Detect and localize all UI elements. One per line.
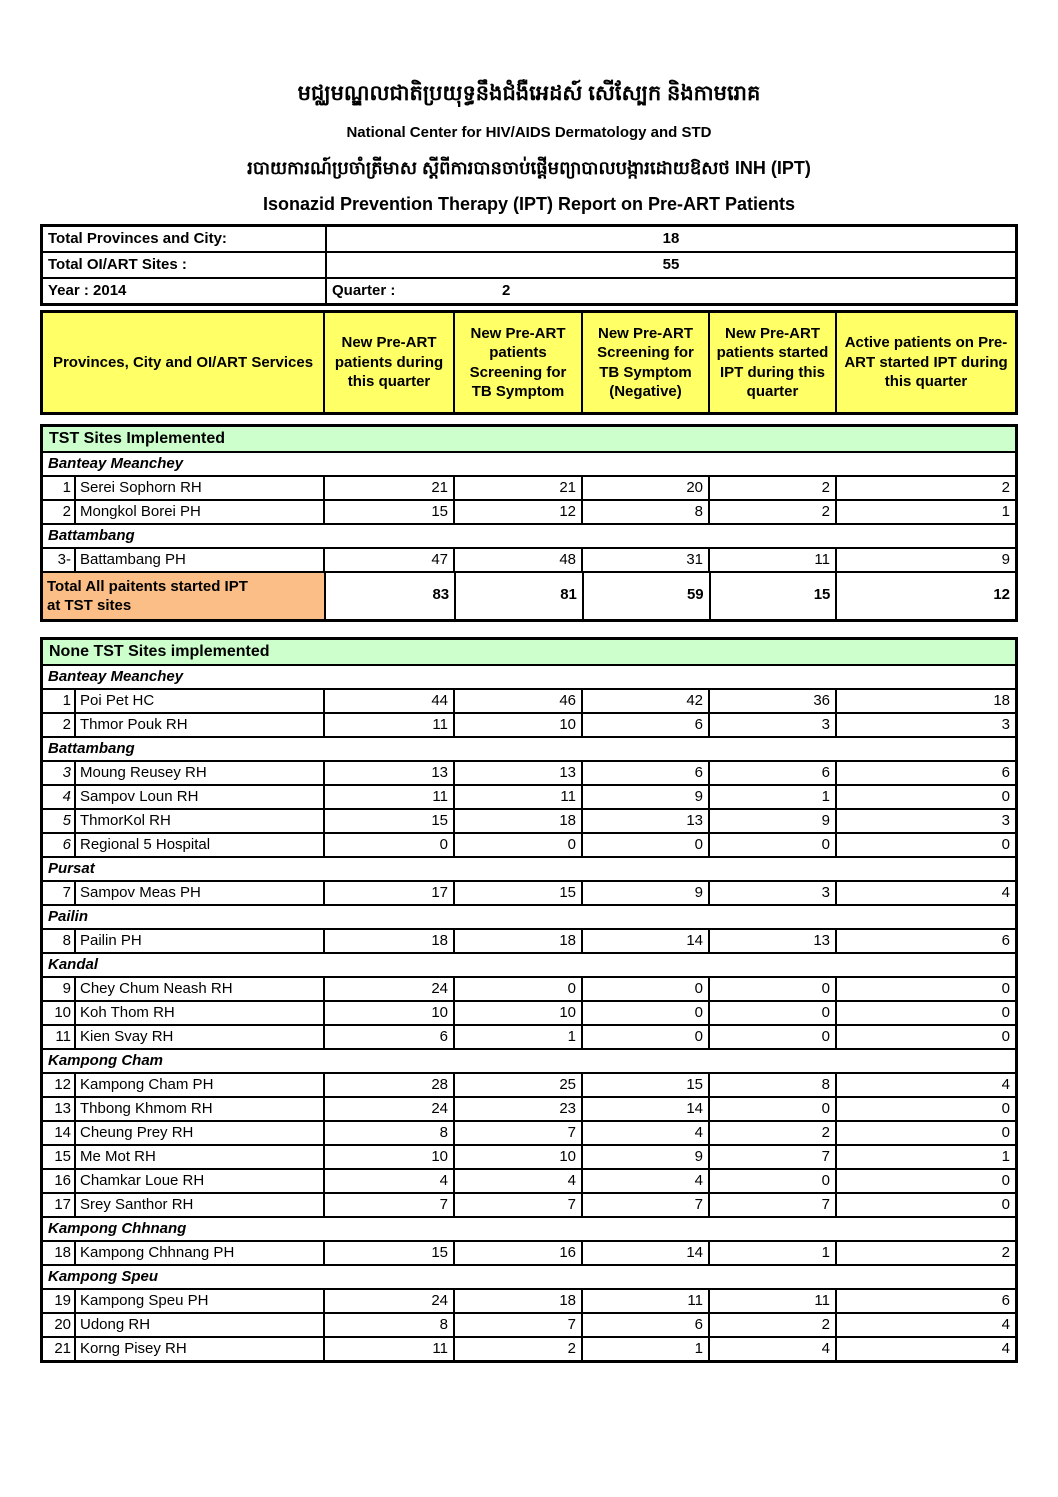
province-row: Pailin <box>43 906 1015 930</box>
province-row: Banteay Meanchey <box>43 453 1015 477</box>
value-cell: 9 <box>583 882 710 904</box>
value-cell: 0 <box>1001 836 1010 853</box>
column-header-active-ipt: Active patients on Pre-ART started IPT during this quarter <box>844 334 1008 391</box>
section-header: TST Sites Implemented <box>43 427 1015 453</box>
row-number: 5 <box>43 810 76 832</box>
value-cell: 0 <box>710 978 837 1000</box>
site-name: Kien Svay RH <box>76 1026 325 1048</box>
year-label: Year : 2014 <box>43 279 327 303</box>
value-cell: 14 <box>583 1242 710 1264</box>
value-cell: 14 <box>583 930 710 952</box>
site-name: Kampong Cham PH <box>76 1074 325 1096</box>
value-cell: 13 <box>455 762 583 784</box>
site-name: Cheung Prey RH <box>76 1122 325 1144</box>
total-provinces-value: 18 <box>662 230 680 247</box>
column-header-new-patients: New Pre-ART patients during this quarter <box>325 313 455 412</box>
table-row <box>43 1002 1015 1026</box>
province-row: Kandal <box>43 954 1015 978</box>
value-cell: 18 <box>993 692 1010 709</box>
total-value-cell: 81 <box>456 573 584 619</box>
value-cell: 6 <box>710 762 837 784</box>
summary-table <box>40 224 1018 306</box>
row-number: 18 <box>43 1242 76 1264</box>
table-row <box>43 690 1015 714</box>
table-row <box>43 1242 1015 1266</box>
row-number: 16 <box>43 1170 76 1192</box>
value-cell: 21 <box>325 477 455 499</box>
value-cell: 15 <box>455 882 583 904</box>
value-cell: 0 <box>1001 1100 1010 1117</box>
province-row: Kampong Cham <box>43 1050 1015 1074</box>
table-column-headers <box>40 310 1018 415</box>
report-sections <box>40 424 1018 1363</box>
value-cell: 4 <box>1001 1340 1010 1357</box>
value-cell: 1 <box>1001 1148 1010 1165</box>
value-cell: 7 <box>710 1146 837 1168</box>
value-cell: 23 <box>455 1098 583 1120</box>
row-number: 3 <box>43 762 76 784</box>
section-header: None TST Sites implemented <box>43 640 1015 666</box>
value-cell: 10 <box>325 1146 455 1168</box>
value-cell: 6 <box>1001 764 1010 781</box>
value-cell: 9 <box>710 810 837 832</box>
value-cell: 11 <box>325 786 455 808</box>
value-cell: 7 <box>455 1122 583 1144</box>
value-cell: 15 <box>325 1242 455 1264</box>
value-cell: 13 <box>710 930 837 952</box>
value-cell: 0 <box>1001 788 1010 805</box>
value-cell: 2 <box>710 477 837 499</box>
quarter-label: Quarter : <box>332 282 396 299</box>
value-cell: 0 <box>1001 1004 1010 1021</box>
value-cell: 48 <box>455 549 583 571</box>
total-sites-value: 55 <box>662 256 680 273</box>
site-name: Regional 5 Hospital <box>76 834 325 856</box>
column-header-screening: New Pre-ART patients Screening for TB Symptom <box>455 313 583 412</box>
site-name: Thmor Pouk RH <box>76 714 325 736</box>
value-cell: 3 <box>710 882 837 904</box>
value-cell: 2 <box>1001 1244 1010 1261</box>
table-row <box>43 810 1015 834</box>
row-number: 1 <box>43 690 76 712</box>
site-name: Sampov Meas PH <box>76 882 325 904</box>
table-row <box>43 1074 1015 1098</box>
value-cell: 2 <box>710 501 837 523</box>
value-cell: 0 <box>1001 1124 1010 1141</box>
report-title: Isonazid Prevention Therapy (IPT) Report on Pre-ART Patients <box>262 194 796 214</box>
value-cell: 2 <box>710 1122 837 1144</box>
value-cell: 1 <box>1001 503 1010 520</box>
value-cell: 6 <box>583 714 710 736</box>
table-row <box>43 978 1015 1002</box>
value-cell: 11 <box>325 1338 455 1360</box>
site-name: Srey Santhor RH <box>76 1194 325 1216</box>
table-row <box>43 1026 1015 1050</box>
row-number: 4 <box>43 786 76 808</box>
value-cell: 9 <box>1001 551 1010 568</box>
row-number: 3- <box>43 549 76 571</box>
site-name: Chey Chum Neash RH <box>76 978 325 1000</box>
value-cell: 13 <box>325 762 455 784</box>
total-value-cell: 12 <box>993 586 1010 603</box>
value-cell: 1 <box>710 1242 837 1264</box>
value-cell: 0 <box>710 1170 837 1192</box>
value-cell: 18 <box>455 930 583 952</box>
table-row <box>43 930 1015 954</box>
value-cell: 4 <box>583 1170 710 1192</box>
value-cell: 11 <box>710 1290 837 1312</box>
value-cell: 10 <box>455 1146 583 1168</box>
row-number: 2 <box>43 501 76 523</box>
value-cell: 18 <box>455 810 583 832</box>
table-row <box>43 1146 1015 1170</box>
value-cell: 13 <box>583 810 710 832</box>
value-cell: 0 <box>583 1002 710 1024</box>
row-number: 12 <box>43 1074 76 1096</box>
table-row <box>43 1170 1015 1194</box>
table-row <box>43 1194 1015 1218</box>
value-cell: 4 <box>710 1338 837 1360</box>
khmer-org-title: មជ្ឈមណ្ឌលជាតិប្រយុទ្ធនឹងជំងឺអេដស៍ សើស្បែក និងកាមរោគ <box>297 82 761 105</box>
value-cell: 8 <box>583 501 710 523</box>
site-name: Serei Sophorn RH <box>76 477 325 499</box>
quarter-cell <box>327 279 1015 303</box>
total-label-line2: at TST sites <box>47 597 132 614</box>
value-cell: 4 <box>583 1122 710 1144</box>
value-cell: 6 <box>583 762 710 784</box>
value-cell: 0 <box>583 978 710 1000</box>
value-cell: 47 <box>325 549 455 571</box>
value-cell: 0 <box>710 1026 837 1048</box>
table-row <box>43 477 1015 501</box>
table-row <box>43 714 1015 738</box>
site-name: Udong RH <box>76 1314 325 1336</box>
table-row <box>43 501 1015 525</box>
value-cell: 0 <box>1001 1196 1010 1213</box>
value-cell: 6 <box>325 1026 455 1048</box>
value-cell: 0 <box>1001 980 1010 997</box>
table-row <box>43 1314 1015 1338</box>
value-cell: 1 <box>455 1026 583 1048</box>
site-name: Koh Thom RH <box>76 1002 325 1024</box>
site-name: ThmorKol RH <box>76 810 325 832</box>
value-cell: 6 <box>1001 1292 1010 1309</box>
value-cell: 6 <box>1001 932 1010 949</box>
site-name: Kampong Speu PH <box>76 1290 325 1312</box>
site-name: Thbong Khmom RH <box>76 1098 325 1120</box>
site-name: Mongkol Borei PH <box>76 501 325 523</box>
table-row <box>43 1338 1015 1360</box>
value-cell: 8 <box>325 1314 455 1336</box>
value-cell: 14 <box>583 1098 710 1120</box>
value-cell: 10 <box>455 714 583 736</box>
khmer-report-title: របាយការណ៍ប្រចាំត្រីមាស ស្តីពីការបានចាប់ផ្តើមព្យាបាលបង្ការដោយឱសថ INH (IPT) <box>247 158 811 178</box>
row-number: 6 <box>43 834 76 856</box>
table-row <box>43 762 1015 786</box>
value-cell: 0 <box>1001 1028 1010 1045</box>
total-label <box>43 573 326 619</box>
site-name: Chamkar Loue RH <box>76 1170 325 1192</box>
column-header-services: Provinces, City and OI/ART Services <box>43 313 325 412</box>
value-cell: 2 <box>1001 479 1010 496</box>
value-cell: 21 <box>455 477 583 499</box>
value-cell: 4 <box>325 1170 455 1192</box>
value-cell: 42 <box>583 690 710 712</box>
value-cell: 44 <box>325 690 455 712</box>
value-cell: 0 <box>1001 1172 1010 1189</box>
report-section <box>40 424 1018 622</box>
row-number: 21 <box>43 1338 76 1360</box>
province-row: Kampong Chhnang <box>43 1218 1015 1242</box>
value-cell: 11 <box>455 786 583 808</box>
value-cell: 3 <box>1001 812 1010 829</box>
total-row <box>43 573 1015 619</box>
row-number: 8 <box>43 930 76 952</box>
value-cell: 11 <box>325 714 455 736</box>
value-cell: 16 <box>455 1242 583 1264</box>
table-row <box>43 1122 1015 1146</box>
value-cell: 11 <box>583 1290 710 1312</box>
value-cell: 25 <box>455 1074 583 1096</box>
row-number: 1 <box>43 477 76 499</box>
province-row: Pursat <box>43 858 1015 882</box>
value-cell: 7 <box>710 1194 837 1216</box>
quarter-value: 2 <box>502 282 511 299</box>
value-cell: 0 <box>710 1002 837 1024</box>
row-number: 13 <box>43 1098 76 1120</box>
province-row: Banteay Meanchey <box>43 666 1015 690</box>
site-name: Battambang PH <box>76 549 325 571</box>
value-cell: 0 <box>455 834 583 856</box>
column-header-screening-negative: New Pre-ART Screening for TB Symptom (Negative) <box>583 313 710 412</box>
value-cell: 0 <box>325 834 455 856</box>
value-cell: 0 <box>583 1026 710 1048</box>
total-label-line1: Total All paitents started IPT <box>47 577 248 595</box>
value-cell: 11 <box>710 549 837 571</box>
province-row: Battambang <box>43 738 1015 762</box>
value-cell: 24 <box>325 1290 455 1312</box>
value-cell: 1 <box>710 786 837 808</box>
table-row <box>43 786 1015 810</box>
total-sites-label: Total OI/ART Sites : <box>43 253 327 277</box>
value-cell: 18 <box>325 930 455 952</box>
site-name: Poi Pet HC <box>76 690 325 712</box>
row-number: 15 <box>43 1146 76 1168</box>
table-row <box>43 1098 1015 1122</box>
row-number: 20 <box>43 1314 76 1336</box>
value-cell: 7 <box>325 1194 455 1216</box>
site-name: Korng Pisey RH <box>76 1338 325 1360</box>
value-cell: 15 <box>325 501 455 523</box>
province-row: Battambang <box>43 525 1015 549</box>
value-cell: 1 <box>583 1338 710 1360</box>
summary-row-sites <box>43 253 1015 279</box>
province-row: Kampong Speu <box>43 1266 1015 1290</box>
row-number: 11 <box>43 1026 76 1048</box>
total-value-cell: 59 <box>584 573 711 619</box>
value-cell: 8 <box>325 1122 455 1144</box>
value-cell: 3 <box>710 714 837 736</box>
value-cell: 4 <box>1001 884 1010 901</box>
row-number: 17 <box>43 1194 76 1216</box>
value-cell: 8 <box>710 1074 837 1096</box>
value-cell: 7 <box>455 1314 583 1336</box>
value-cell: 15 <box>325 810 455 832</box>
value-cell: 9 <box>583 786 710 808</box>
value-cell: 36 <box>710 690 837 712</box>
column-header-started-ipt: New Pre-ART patients started IPT during this quarter <box>710 313 837 412</box>
total-value-cell: 83 <box>326 573 456 619</box>
site-name: Kampong Chhnang PH <box>76 1242 325 1264</box>
value-cell: 12 <box>455 501 583 523</box>
row-number: 14 <box>43 1122 76 1144</box>
row-number: 10 <box>43 1002 76 1024</box>
value-cell: 0 <box>455 978 583 1000</box>
row-number: 2 <box>43 714 76 736</box>
value-cell: 10 <box>455 1002 583 1024</box>
value-cell: 46 <box>455 690 583 712</box>
value-cell: 7 <box>455 1194 583 1216</box>
value-cell: 15 <box>583 1074 710 1096</box>
value-cell: 4 <box>1001 1076 1010 1093</box>
table-row <box>43 882 1015 906</box>
table-row <box>43 549 1015 573</box>
value-cell: 4 <box>455 1170 583 1192</box>
value-cell: 7 <box>583 1194 710 1216</box>
site-name: Moung Reusey RH <box>76 762 325 784</box>
value-cell: 2 <box>710 1314 837 1336</box>
table-row <box>43 834 1015 858</box>
value-cell: 0 <box>710 834 837 856</box>
value-cell: 31 <box>583 549 710 571</box>
value-cell: 20 <box>583 477 710 499</box>
org-title: National Center for HIV/AIDS Dermatology and STD <box>346 124 712 141</box>
summary-row-provinces <box>43 227 1015 253</box>
value-cell: 0 <box>583 834 710 856</box>
value-cell: 0 <box>710 1098 837 1120</box>
value-cell: 6 <box>583 1314 710 1336</box>
value-cell: 28 <box>325 1074 455 1096</box>
value-cell: 18 <box>455 1290 583 1312</box>
value-cell: 9 <box>583 1146 710 1168</box>
total-provinces-label: Total Provinces and City: <box>43 227 327 251</box>
row-number: 9 <box>43 978 76 1000</box>
report-section <box>40 637 1018 1363</box>
site-name: Sampov Loun RH <box>76 786 325 808</box>
value-cell: 4 <box>1001 1316 1010 1333</box>
section-gap <box>40 622 1018 637</box>
value-cell: 17 <box>325 882 455 904</box>
total-value-cell: 15 <box>711 573 838 619</box>
value-cell: 24 <box>325 978 455 1000</box>
value-cell: 10 <box>325 1002 455 1024</box>
value-cell: 24 <box>325 1098 455 1120</box>
summary-row-period <box>43 279 1015 303</box>
row-number: 19 <box>43 1290 76 1312</box>
table-row <box>43 1290 1015 1314</box>
row-number: 7 <box>43 882 76 904</box>
site-name: Pailin PH <box>76 930 325 952</box>
site-name: Me Mot RH <box>76 1146 325 1168</box>
value-cell: 2 <box>455 1338 583 1360</box>
value-cell: 3 <box>1001 716 1010 733</box>
